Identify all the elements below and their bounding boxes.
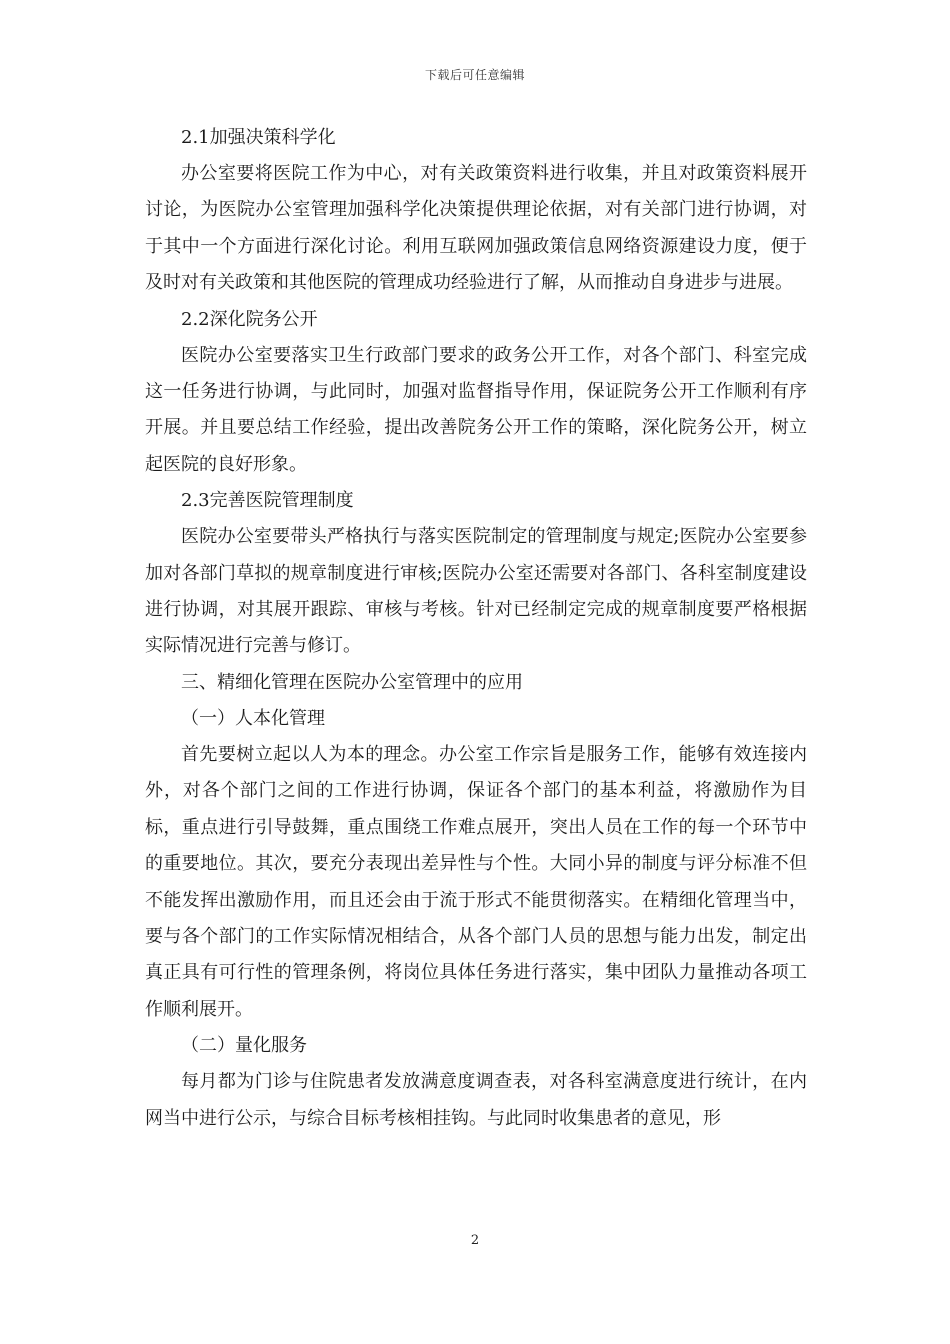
header-note: 下载后可任意编辑 bbox=[424, 68, 525, 82]
paragraph-2-1: 办公室要将医院工作为中心，对有关政策资料进行收集，并且对政策资料展开讨论，为医院办公室管理加强科学化决策提供理论依据，对有关部门进行协调，对于其中一个方面进行深化讨论。利用互联网加强政策信息网络资源建设力度，便于及时对有关政策和其他医院的管理成功经验进行了解，从而推动自身进步与进展。 bbox=[145, 163, 807, 294]
paragraph-2-3: 医院办公室要带头严格执行与落实医院制定的管理制度与规定;医院办公室要参加对各部门草拟的规章制度进行审核;医院办公室还需要对各部门、各科室制度建设进行协调，对其展开跟踪、审核与考核。针对已经制定完成的规章制度要严格根据实际情况进行完善与修订。 bbox=[145, 526, 807, 657]
paragraph-humanized-management: 首先要树立起以人为本的理念。办公室工作宗旨是服务工作，能够有效连接内外，对各个部门之间的工作进行协调，保证各个部门的基本利益，将激励作为目标，重点进行引导鼓舞，重点围绕工作难点展开，突出人员在工作的每一个环节中的重要地位。其次，要充分表现出差异性与个性。大同小异的制度与评分标准不但不能发挥出激励作用，而且还会由于流于形式不能贯彻落实。在精细化管理当中，要与各个部门的工作实际情况相结合，从各个部门人员的思想与能力出发，制定出真正具有可行性的管理条例，将岗位具体任务进行落实，集中团队力量推动各项工作顺利展开。 bbox=[145, 743, 807, 1020]
page-number: 2 bbox=[470, 1233, 480, 1248]
paragraph-quantified-service: 每月都为门诊与住院患者发放满意度调查表，对各科室满意度进行统计，在内网当中进行公示，与综合目标考核相挂钩。与此同时收集患者的意见，形 bbox=[145, 1071, 807, 1129]
document-body bbox=[145, 120, 807, 1137]
chapter-heading-3: 三、精细化管理在医院办公室管理中的应用 bbox=[181, 671, 523, 693]
paragraph-2-2: 医院办公室要落实卫生行政部门要求的政务公开工作，对各个部门、科室完成这一任务进行协调，与此同时，加强对监督指导作用，保证院务公开工作顺利有序开展。并且要总结工作经验，提出改善院务公开工作的策略，深化院务公开，树立起医院的良好形象。 bbox=[145, 344, 807, 475]
subsection-heading-1: （一）人本化管理 bbox=[181, 707, 325, 729]
section-heading-2-2: 2.2深化院务公开 bbox=[181, 308, 318, 330]
section-heading-2-3: 2.3完善医院管理制度 bbox=[181, 490, 354, 512]
section-heading-2-1: 2.1加强决策科学化 bbox=[181, 127, 336, 148]
subsection-heading-2: （二）量化服务 bbox=[181, 1035, 307, 1057]
